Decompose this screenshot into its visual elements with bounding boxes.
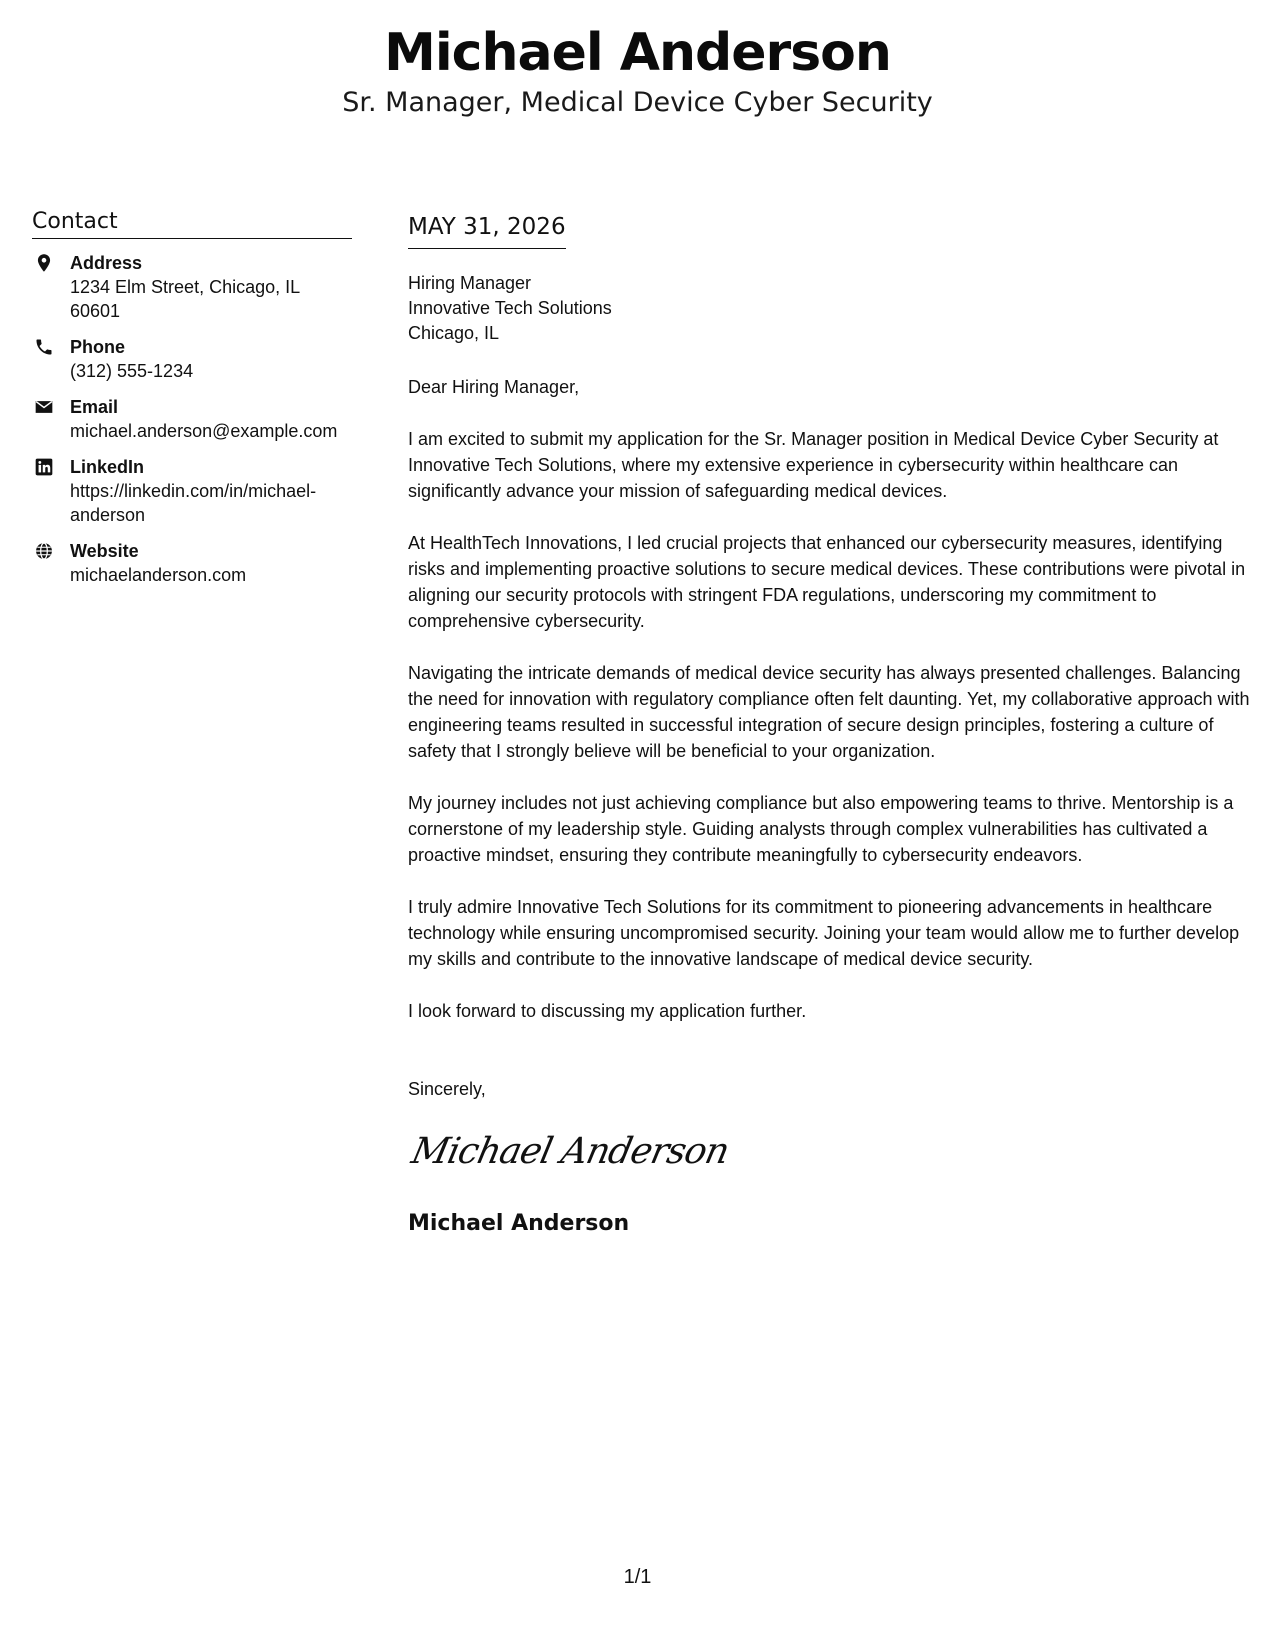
applicant-title: Sr. Manager, Medical Device Cyber Security [342,87,933,118]
contact-label: Address [70,253,143,273]
map-pin-icon [34,253,54,273]
letter-paragraph: At HealthTech Innovations, I led crucial projects that enhanced our cybersecurity measures, identifying risks and implementing proactive solutions to secure medical devices. These contributions were pivotal in aligning our security protocols with stringent FDA regulations, underscoring my commitment to comprehensive cybersecurity. [408,533,1246,631]
letter-date: MAY 31, 2026 [408,212,566,249]
closing-line: I look forward to discussing my application further. [408,1001,807,1021]
recipient-line: Chicago, IL [408,323,500,343]
linkedin-icon [34,457,54,477]
handwritten-signature: Michael Anderson [408,1131,733,1172]
contact-label: Email [70,397,119,417]
letter-paragraph: Navigating the intricate demands of medical device security has always presented challenges. Balancing the need for innovation with regulatory compliance often felt daunting. Yet, my collaborative approach with engineering teams resulted in successful integration of secure design principles, fostering a culture of safety that I strongly believe will be beneficial to your organization. [408,663,1250,761]
contact-section-title: Contact [32,208,352,239]
letter-header [0,22,1275,120]
contact-sidebar [32,208,352,587]
recipient-line: Hiring Manager [408,273,532,293]
signed-name: Michael Anderson [408,1211,630,1236]
applicant-name: Michael Anderson [384,23,891,83]
letter-paragraph: I truly admire Innovative Tech Solutions for its commitment to pioneering advancements in healthcare technology while ensuring uncompromised security. Joining your team would allow me to further develop my skills and contribute to the innovative landscape of medical device security. [408,897,1240,969]
recipient-block [408,271,1253,346]
contact-label: Phone [70,337,126,357]
contact-value: 1234 Elm Street, Chicago, IL 60601 [70,277,300,321]
sign-off: Sincerely, [408,1079,486,1099]
contact-label: Website [70,541,139,561]
letter-paragraph: My journey includes not just achieving compliance but also empowering teams to thrive. Mentorship is a cornerstone of my leadership style. Guiding analysts through complex vulnerabilities has cultivated a proactive mindset, ensuring they contribute meaningfully to cybersecurity endeavors. [408,793,1234,865]
letter-paragraph: I am excited to submit my application for the Sr. Manager position in Medical Device Cyber Security at Innovative Tech Solutions, where my extensive experience in cybersecurity within healthcare can significantly advance your mission of safeguarding medical devices. [408,429,1219,501]
greeting: Dear Hiring Manager, [408,377,580,397]
contact-address [32,251,352,323]
contact-value: https://linkedin.com/in/michael-anderson [70,481,317,525]
contact-email [32,395,352,443]
phone-icon [34,337,54,357]
page-number: 1/1 [623,1566,652,1588]
contact-website [32,539,352,587]
globe-icon [34,541,54,561]
contact-value: michael.anderson@example.com [70,421,338,441]
contact-value: (312) 555-1234 [70,361,194,381]
recipient-line: Innovative Tech Solutions [408,298,612,318]
contact-phone [32,335,352,383]
letter-body [408,212,1253,1238]
email-icon [34,397,54,417]
contact-label: LinkedIn [70,457,145,477]
contact-linkedin [32,455,352,527]
contact-value: michaelanderson.com [70,565,247,585]
